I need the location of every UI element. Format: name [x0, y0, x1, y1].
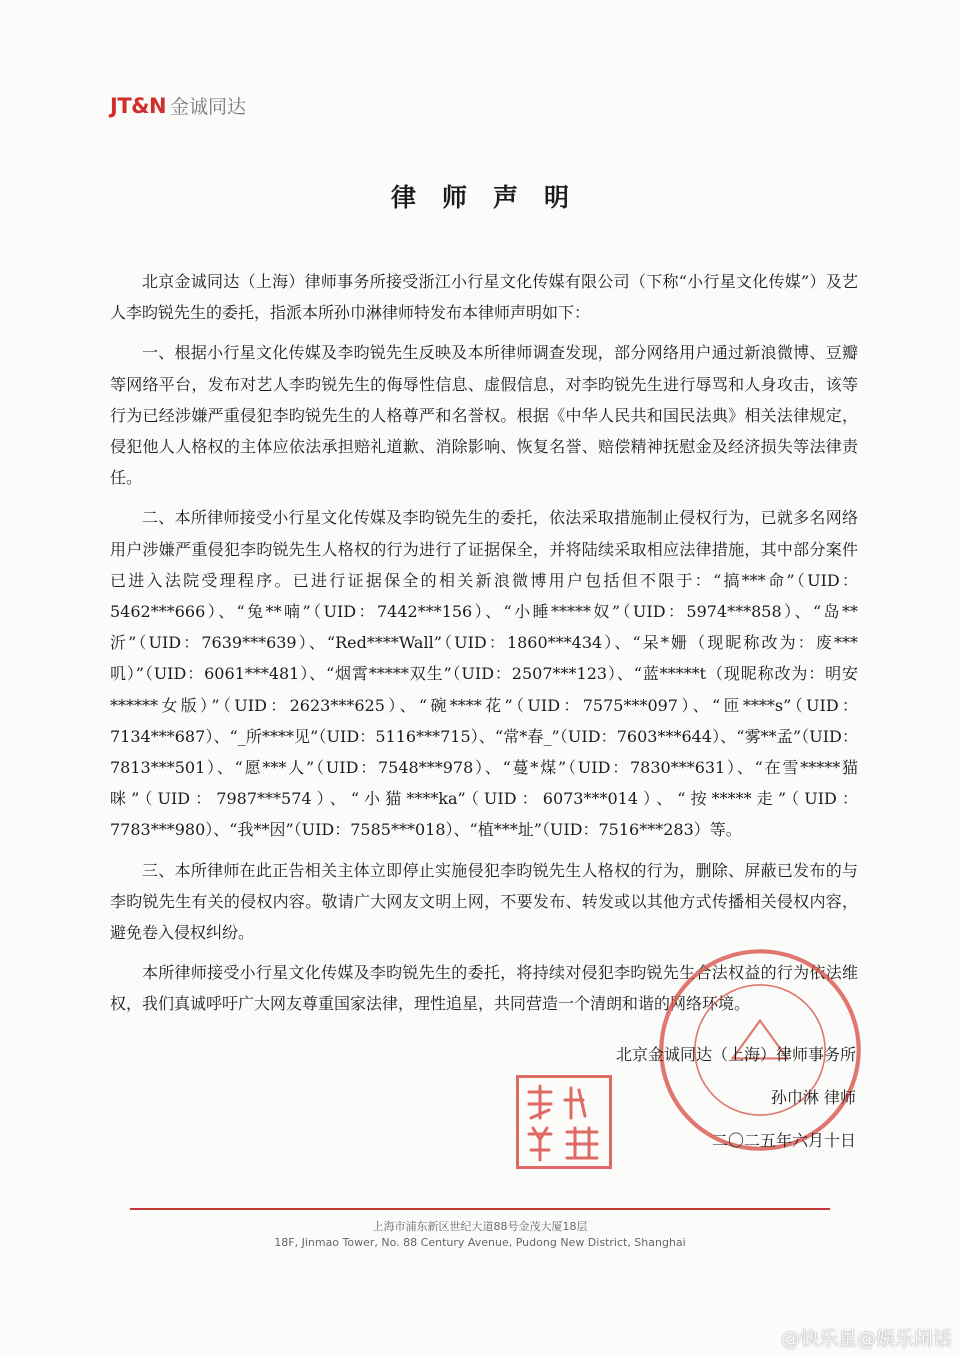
clause-two-paragraph: 二、本所律师接受小行星文化传媒及李昀锐先生的委托，依法采取措施制止侵权行为，已就多名网络用户涉嫌严重侵犯李昀锐先生人格权的行为进行了证据保全，并将陆续采取相应法律措施，其中部分案件已进入法院受理程序。已进行证据保全的相关新浪微博用户包括但不限于：“搞***命”（UID：5462***666）、“兔**喃”（UID：7442***156）、“小睡*****奴”（UID：5974***858）、“岛**沂”（UID：7639***639）、“Red****Wall”（UID：1860***434）、“呆*姗（现昵称改为：废***叽）”（UID：6061***481）、“烟霄*****双生”（UID：2507***123）、“蓝*****t（现昵称改为：明安******女版）”（UID：2623***625）、“碗****花”（UID：7575***097）、“匝****s”（UID：7134***687）、“_所****见”（UID：5116***715）、“常*春_”（UID：7603***644）、“雾**孟”（UID：7813***501）、“愿***人”（UID：7548***978）、“蔓*煤”（UID：7830***631）、“在雪*****猫咪”（UID：7987***574）、“小猫****ka”（UID：6073***014）、“按*****走”（UID：7783***980）、“我**因”（UID：7585***018）、“植***址”（UID：7516***283）等。 [110, 508, 858, 840]
footer-divider [130, 1208, 830, 1210]
logo-chinese-name: 金诚同达 [170, 96, 247, 118]
closing-paragraph: 本所律师接受小行星文化传媒及李昀锐先生的委托，将持续对侵犯李昀锐先生合法权益的行为依法维权，我们真诚呼吁广大网友尊重国家法律，理性追星，共同营造一个清朗和谐的网络环境。 [110, 963, 858, 1014]
statement-body [110, 266, 858, 1020]
document-title: 律师声明 [390, 183, 595, 212]
signature-firm: 北京金诚同达（上海）律师事务所 [615, 1045, 856, 1064]
firm-logo [110, 92, 246, 119]
weibo-watermark: @快乐星@娱乐闲话 [780, 1328, 952, 1350]
lawyer-name-stamp [516, 1075, 612, 1169]
clause-one-paragraph: 一、根据小行星文化传媒及李昀锐先生反映及本所律师调查发现，部分网络用户通过新浪微博、豆瓣等网络平台，发布对艺人李昀锐先生的侮辱性信息、虚假信息，对李昀锐先生进行辱骂和人身攻击，该等行为已经涉嫌严重侵犯李昀锐先生的人格尊严和名誉权。根据《中华人民共和国民法典》相关法律规定，侵犯他人人格权的主体应依法承担赔礼道歉、消除影响、恢复名誉、赔偿精神抚慰金及经济损失等法律责任。 [110, 343, 858, 488]
footer-address-english: 18F, Jinmao Tower, No. 88 Century Avenue, Pudong New District, Shanghai [274, 1236, 686, 1249]
intro-paragraph: 北京金诚同达（上海）律师事务所接受浙江小行星文化传媒有限公司（下称“小行星文化传媒”）及艺人李昀锐先生的委托，指派本所孙巾淋律师特发布本律师声明如下： [110, 272, 858, 323]
signature-date: 二〇二五年六月十日 [711, 1131, 856, 1150]
footer-address-chinese: 上海市浦东新区世纪大道88号金茂大厦18层 [372, 1220, 588, 1233]
name-stamp-glyphs [519, 1078, 609, 1166]
logo-mark: JT&N [110, 94, 167, 118]
signature-lawyer: 孙巾淋 律师 [770, 1088, 856, 1107]
clause-three-paragraph: 三、本所律师在此正告相关主体立即停止实施侵犯李昀锐先生人格权的行为，删除、屏蔽已发布的与李昀锐先生有关的侵权内容。敬请广大网友文明上网，不要发布、转发或以其他方式传播相关侵权内容，避免卷入侵权纠纷。 [110, 860, 858, 943]
